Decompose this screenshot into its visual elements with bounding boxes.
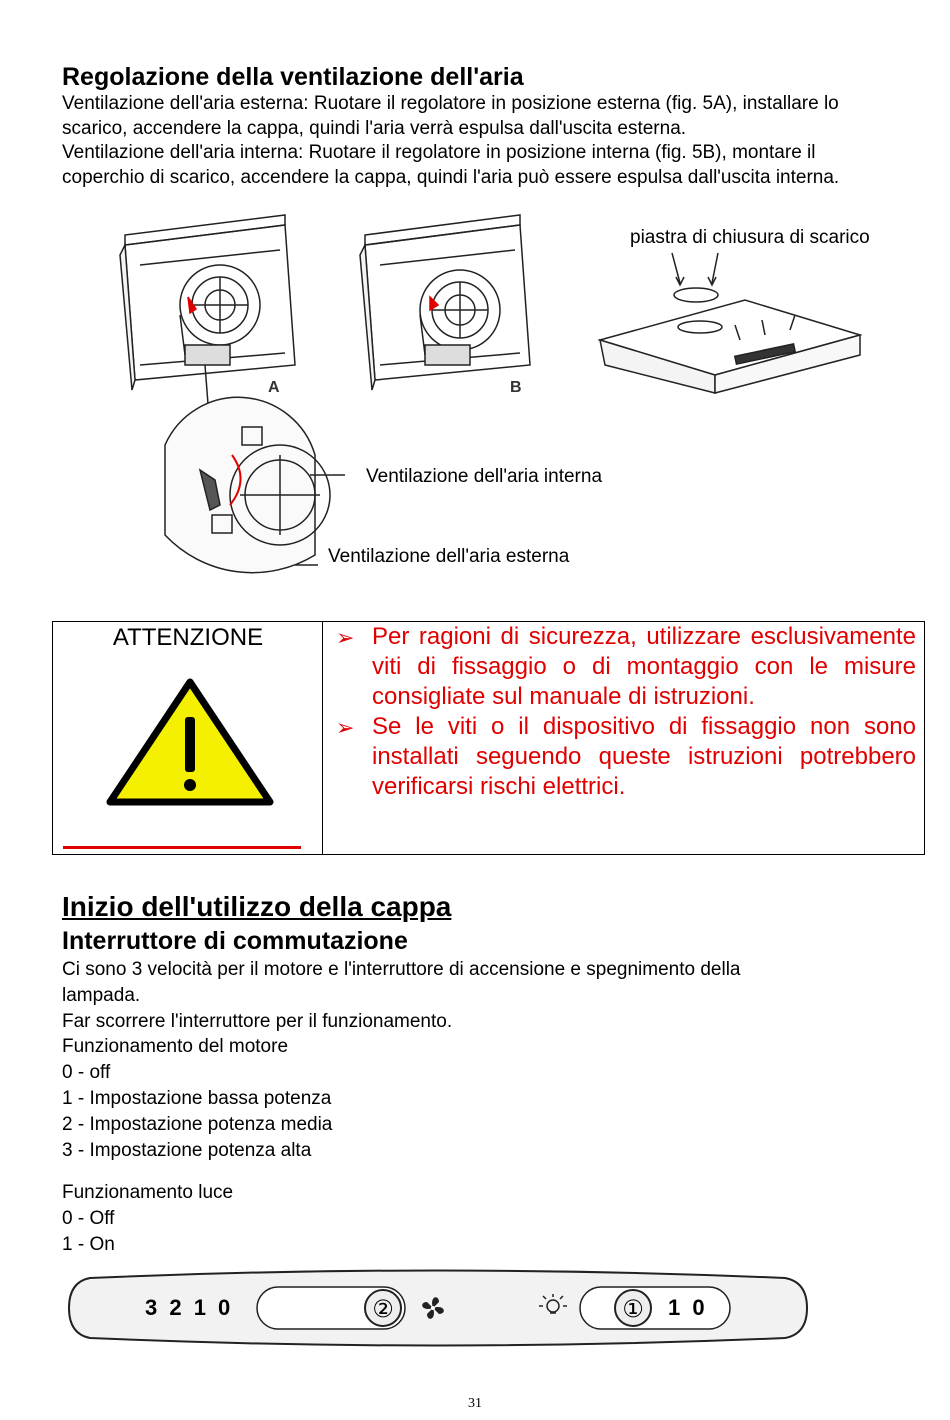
regulator-detail-figure [165,365,345,573]
warning-item: ➢ Per ragioni di sicurezza, utilizzare esclusivamente viti di fissaggio o di montaggio con le misure consigliate sul manuale di istruzioni. [336,623,916,710]
arrow-bullet-icon: ➢ [336,625,355,650]
motor-knob-number: ② [372,1295,394,1323]
switch-description [62,957,922,1163]
text-line: 3 - Impostazione potenza alta [62,1139,312,1161]
figure-label-b: B [510,379,522,396]
light-knob-number: ① [622,1295,644,1323]
paragraph-line: Ventilazione dell'aria interna: Ruotare il regolatore in posizione interna (fig. 5B), montare il [62,142,816,163]
text-line: Ci sono 3 velocità per il motore e l'interruttore di accensione e spegnimento della [62,959,741,980]
paragraph-line: coperchio di scarico, accendere la cappa, quindi l'aria può essere espulsa dall'uscita interna. [62,166,840,188]
warning-item: ➢ Se le viti o il dispositivo di fissaggio non sono installati seguendo queste istruzioni potrebbero verificarsi rischi elettrici. [336,713,916,800]
light-scale: 1 0 [668,1295,708,1320]
hood-figure-a [120,215,295,390]
section-title-start-use: Inizio dell'utilizzo della cappa [62,891,452,922]
warning-title: ATTENZIONE [112,624,264,651]
warning-list [336,622,916,802]
text-line: 2 - Impostazione potenza media [62,1113,333,1135]
warning-red-underline [63,846,301,849]
warning-left-cell [53,622,323,854]
section-subtitle-switch: Interruttore di commutazione [62,927,408,955]
ventilation-figure [0,205,950,585]
text-line: lampada. [62,984,141,1006]
text-line: Far scorrere l'interruttore per il funzionamento. [62,1010,453,1032]
figure-label-a: A [268,379,280,396]
light-description [62,1180,922,1257]
arrow-bullet-icon: ➢ [336,715,355,740]
paragraph-line: scarico, accendere la cappa, quindi l'aria verrà espulsa dall'uscita esterna. [62,117,687,139]
section-title-air-ventilation: Regolazione della ventilazione dell'aria [62,63,524,91]
text-line: 1 - Impostazione bassa potenza [62,1087,332,1109]
motor-speed-scale: 3 2 1 0 [145,1295,234,1320]
text-line: Funzionamento del motore [62,1036,289,1058]
warning-triangle-icon [105,677,275,807]
paragraph-line: Ventilazione dell'aria esterna: Ruotare il regolatore in posizione esterna (fig. 5A), installare lo [62,93,839,114]
page-number: 31 [468,1396,482,1411]
hood-closing-plate-figure [600,253,860,393]
hood-figure-b [360,215,530,390]
control-panel [65,1268,810,1348]
text-line: Funzionamento luce [62,1182,234,1203]
section-air-ventilation-text [62,92,922,190]
closing-plate-label: piastra di chiusura di scarico [630,227,870,248]
text-line: 0 - Off [62,1207,115,1229]
text-line: 1 - On [62,1233,115,1255]
warning-table [52,621,925,855]
text-line: 0 - off [62,1062,111,1084]
internal-ventilation-label: Ventilazione dell'aria interna [366,466,603,487]
external-ventilation-label: Ventilazione dell'aria esterna [328,546,570,567]
